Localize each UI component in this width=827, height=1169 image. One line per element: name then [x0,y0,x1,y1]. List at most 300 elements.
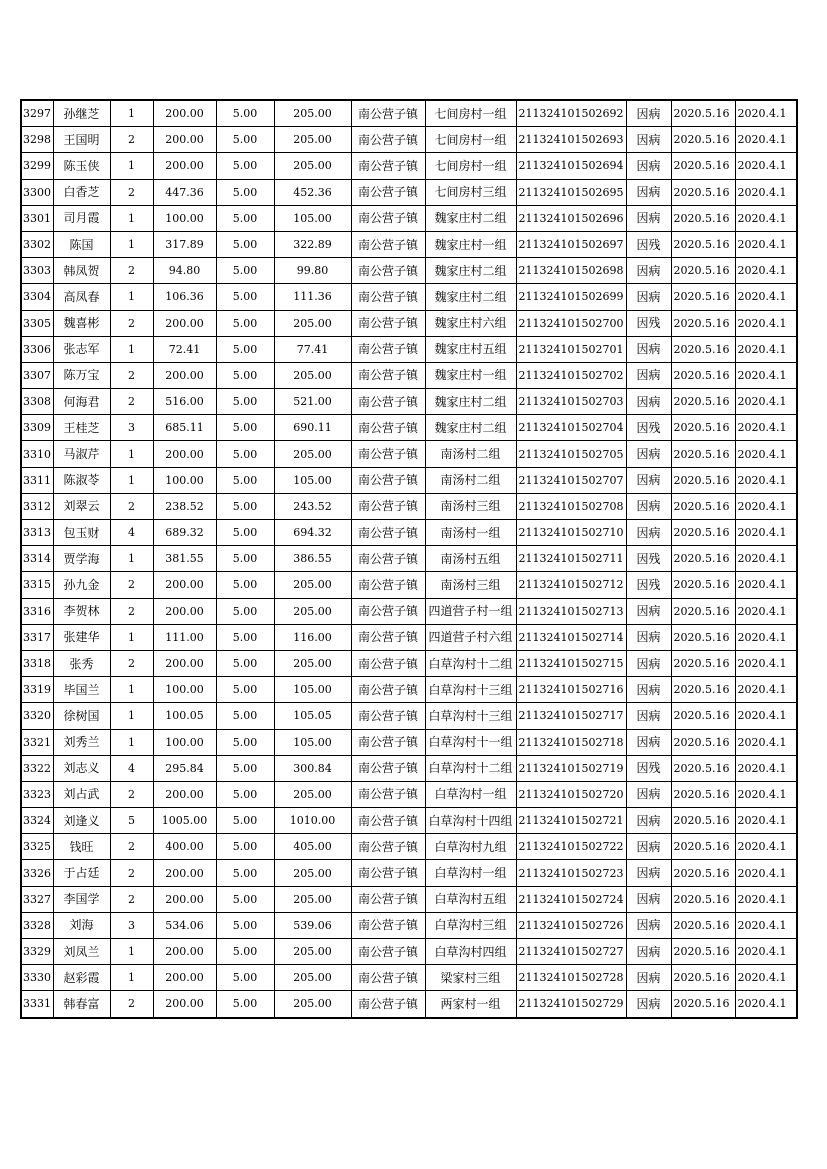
name-cell: 钱旺 [53,834,110,860]
amount-cell: 689.32 [153,520,216,546]
name-cell: 刘翠云 [53,493,110,519]
amount-cell: 317.89 [153,231,216,257]
town-cell: 南公营子镇 [351,153,425,179]
start-date-cell: 2020.4.1 [735,991,797,1018]
household-size-cell: 1 [110,205,153,231]
start-date-cell: 2020.4.1 [735,755,797,781]
amount-cell: 200.00 [153,441,216,467]
approval-date-cell: 2020.5.16 [671,834,735,860]
name-cell: 刘凤兰 [53,939,110,965]
row-index: 3318 [21,650,53,676]
town-cell: 南公营子镇 [351,546,425,572]
approval-date-cell: 2020.5.16 [671,703,735,729]
supplement-cell: 5.00 [216,520,274,546]
start-date-cell: 2020.4.1 [735,179,797,205]
amount-cell: 447.36 [153,179,216,205]
supplement-cell: 5.00 [216,467,274,493]
start-date-cell: 2020.4.1 [735,939,797,965]
row-index: 3320 [21,703,53,729]
town-cell: 南公营子镇 [351,310,425,336]
start-date-cell: 2020.4.1 [735,808,797,834]
row-index: 3328 [21,912,53,938]
row-index: 3307 [21,362,53,388]
reason-cell: 因残 [626,310,671,336]
id-number-cell: 211324101502729 [516,991,626,1018]
amount-cell: 200.00 [153,127,216,153]
total-cell: 205.00 [274,362,351,388]
supplement-cell: 5.00 [216,546,274,572]
total-cell: 521.00 [274,389,351,415]
approval-date-cell: 2020.5.16 [671,546,735,572]
supplement-cell: 5.00 [216,100,274,127]
approval-date-cell: 2020.5.16 [671,991,735,1018]
table-row [21,755,797,781]
start-date-cell: 2020.4.1 [735,493,797,519]
start-date-cell: 2020.4.1 [735,127,797,153]
village-cell: 南汤村一组 [425,520,516,546]
supplement-cell: 5.00 [216,389,274,415]
village-cell: 白草沟村十三组 [425,677,516,703]
supplement-cell: 5.00 [216,886,274,912]
id-number-cell: 211324101502714 [516,624,626,650]
reason-cell: 因病 [626,441,671,467]
town-cell: 南公营子镇 [351,886,425,912]
reason-cell: 因病 [626,808,671,834]
town-cell: 南公营子镇 [351,860,425,886]
reason-cell: 因病 [626,336,671,362]
supplement-cell: 5.00 [216,127,274,153]
total-cell: 205.00 [274,781,351,807]
total-cell: 205.00 [274,572,351,598]
name-cell: 魏喜彬 [53,310,110,336]
start-date-cell: 2020.4.1 [735,310,797,336]
row-index: 3300 [21,179,53,205]
approval-date-cell: 2020.5.16 [671,336,735,362]
household-size-cell: 2 [110,598,153,624]
table-row [21,389,797,415]
reason-cell: 因病 [626,860,671,886]
supplement-cell: 5.00 [216,650,274,676]
table-row [21,834,797,860]
village-cell: 南汤村二组 [425,441,516,467]
total-cell: 386.55 [274,546,351,572]
town-cell: 南公营子镇 [351,650,425,676]
table-row [21,886,797,912]
row-index: 3299 [21,153,53,179]
approval-date-cell: 2020.5.16 [671,493,735,519]
supplement-cell: 5.00 [216,703,274,729]
town-cell: 南公营子镇 [351,624,425,650]
approval-date-cell: 2020.5.16 [671,572,735,598]
row-index: 3312 [21,493,53,519]
reason-cell: 因病 [626,912,671,938]
name-cell: 韩春富 [53,991,110,1018]
approval-date-cell: 2020.5.16 [671,860,735,886]
amount-cell: 200.00 [153,886,216,912]
row-index: 3330 [21,965,53,991]
start-date-cell: 2020.4.1 [735,729,797,755]
table-row [21,546,797,572]
reason-cell: 因病 [626,389,671,415]
household-size-cell: 2 [110,310,153,336]
approval-date-cell: 2020.5.16 [671,441,735,467]
household-size-cell: 2 [110,781,153,807]
table-row [21,912,797,938]
town-cell: 南公营子镇 [351,808,425,834]
supplement-cell: 5.00 [216,153,274,179]
row-index: 3301 [21,205,53,231]
row-index: 3327 [21,886,53,912]
name-cell: 司月霞 [53,205,110,231]
table-row [21,284,797,310]
row-index: 3302 [21,231,53,257]
total-cell: 300.84 [274,755,351,781]
table-row [21,965,797,991]
amount-cell: 1005.00 [153,808,216,834]
household-size-cell: 4 [110,755,153,781]
total-cell: 205.00 [274,100,351,127]
amount-cell: 200.00 [153,991,216,1018]
household-size-cell: 2 [110,362,153,388]
village-cell: 七间房村一组 [425,100,516,127]
row-index: 3297 [21,100,53,127]
household-size-cell: 1 [110,729,153,755]
id-number-cell: 211324101502697 [516,231,626,257]
row-index: 3329 [21,939,53,965]
total-cell: 205.00 [274,860,351,886]
amount-cell: 100.00 [153,729,216,755]
name-cell: 刘秀兰 [53,729,110,755]
total-cell: 105.00 [274,467,351,493]
town-cell: 南公营子镇 [351,179,425,205]
row-index: 3317 [21,624,53,650]
town-cell: 南公营子镇 [351,467,425,493]
approval-date-cell: 2020.5.16 [671,389,735,415]
table-row [21,179,797,205]
name-cell: 张建华 [53,624,110,650]
total-cell: 105.00 [274,677,351,703]
table-row [21,703,797,729]
total-cell: 205.00 [274,886,351,912]
reason-cell: 因病 [626,362,671,388]
name-cell: 包玉财 [53,520,110,546]
household-size-cell: 1 [110,284,153,310]
household-size-cell: 1 [110,336,153,362]
id-number-cell: 211324101502701 [516,336,626,362]
total-cell: 205.00 [274,153,351,179]
table-row [21,127,797,153]
row-index: 3309 [21,415,53,441]
approval-date-cell: 2020.5.16 [671,650,735,676]
row-index: 3310 [21,441,53,467]
total-cell: 116.00 [274,624,351,650]
household-size-cell: 2 [110,860,153,886]
approval-date-cell: 2020.5.16 [671,231,735,257]
amount-cell: 534.06 [153,912,216,938]
village-cell: 南汤村五组 [425,546,516,572]
total-cell: 205.00 [274,991,351,1018]
supplement-cell: 5.00 [216,860,274,886]
approval-date-cell: 2020.5.16 [671,729,735,755]
town-cell: 南公营子镇 [351,703,425,729]
household-size-cell: 4 [110,520,153,546]
row-index: 3325 [21,834,53,860]
id-number-cell: 211324101502728 [516,965,626,991]
table-row [21,205,797,231]
approval-date-cell: 2020.5.16 [671,258,735,284]
total-cell: 205.00 [274,650,351,676]
village-cell: 魏家庄村二组 [425,415,516,441]
village-cell: 南汤村三组 [425,493,516,519]
village-cell: 魏家庄村二组 [425,284,516,310]
village-cell: 七间房村三组 [425,179,516,205]
town-cell: 南公营子镇 [351,520,425,546]
reason-cell: 因残 [626,755,671,781]
approval-date-cell: 2020.5.16 [671,284,735,310]
id-number-cell: 211324101502716 [516,677,626,703]
table-row [21,441,797,467]
household-size-cell: 2 [110,834,153,860]
total-cell: 205.00 [274,310,351,336]
amount-cell: 72.41 [153,336,216,362]
reason-cell: 因病 [626,650,671,676]
approval-date-cell: 2020.5.16 [671,677,735,703]
household-size-cell: 1 [110,231,153,257]
amount-cell: 238.52 [153,493,216,519]
household-size-cell: 2 [110,572,153,598]
id-number-cell: 211324101502703 [516,389,626,415]
name-cell: 张秀 [53,650,110,676]
table-row [21,415,797,441]
amount-cell: 200.00 [153,939,216,965]
name-cell: 王桂芝 [53,415,110,441]
village-cell: 魏家庄村五组 [425,336,516,362]
start-date-cell: 2020.4.1 [735,650,797,676]
table-row [21,231,797,257]
town-cell: 南公营子镇 [351,965,425,991]
town-cell: 南公营子镇 [351,991,425,1018]
reason-cell: 因病 [626,729,671,755]
town-cell: 南公营子镇 [351,258,425,284]
household-size-cell: 2 [110,389,153,415]
amount-cell: 200.00 [153,650,216,676]
reason-cell: 因病 [626,493,671,519]
id-number-cell: 211324101502712 [516,572,626,598]
supplement-cell: 5.00 [216,441,274,467]
row-index: 3314 [21,546,53,572]
household-size-cell: 1 [110,703,153,729]
reason-cell: 因病 [626,965,671,991]
start-date-cell: 2020.4.1 [735,205,797,231]
table-row [21,100,797,127]
household-size-cell: 1 [110,546,153,572]
town-cell: 南公营子镇 [351,127,425,153]
name-cell: 刘海 [53,912,110,938]
total-cell: 105.00 [274,205,351,231]
amount-cell: 200.00 [153,781,216,807]
supplement-cell: 5.00 [216,336,274,362]
approval-date-cell: 2020.5.16 [671,100,735,127]
amount-cell: 200.00 [153,965,216,991]
village-cell: 魏家庄村一组 [425,231,516,257]
table-row [21,362,797,388]
village-cell: 南汤村二组 [425,467,516,493]
amount-cell: 200.00 [153,572,216,598]
row-index: 3315 [21,572,53,598]
table-row [21,624,797,650]
supplement-cell: 5.00 [216,572,274,598]
reason-cell: 因病 [626,939,671,965]
approval-date-cell: 2020.5.16 [671,310,735,336]
approval-date-cell: 2020.5.16 [671,153,735,179]
amount-cell: 295.84 [153,755,216,781]
amount-cell: 200.00 [153,100,216,127]
name-cell: 马淑芹 [53,441,110,467]
reason-cell: 因病 [626,703,671,729]
total-cell: 105.05 [274,703,351,729]
village-cell: 白草沟村三组 [425,912,516,938]
amount-cell: 94.80 [153,258,216,284]
start-date-cell: 2020.4.1 [735,441,797,467]
start-date-cell: 2020.4.1 [735,886,797,912]
total-cell: 205.00 [274,939,351,965]
reason-cell: 因病 [626,677,671,703]
table-row [21,520,797,546]
id-number-cell: 211324101502717 [516,703,626,729]
start-date-cell: 2020.4.1 [735,284,797,310]
reason-cell: 因病 [626,467,671,493]
amount-cell: 200.00 [153,598,216,624]
village-cell: 白草沟村九组 [425,834,516,860]
reason-cell: 因病 [626,179,671,205]
village-cell: 四道营子村一组 [425,598,516,624]
row-index: 3303 [21,258,53,284]
town-cell: 南公营子镇 [351,912,425,938]
household-size-cell: 2 [110,258,153,284]
supplement-cell: 5.00 [216,205,274,231]
amount-cell: 685.11 [153,415,216,441]
name-cell: 何海君 [53,389,110,415]
total-cell: 205.00 [274,598,351,624]
total-cell: 243.52 [274,493,351,519]
village-cell: 两家村一组 [425,991,516,1018]
town-cell: 南公营子镇 [351,572,425,598]
name-cell: 陈玉侠 [53,153,110,179]
household-size-cell: 2 [110,127,153,153]
amount-cell: 100.00 [153,205,216,231]
reason-cell: 因病 [626,781,671,807]
town-cell: 南公营子镇 [351,231,425,257]
table-row [21,310,797,336]
village-cell: 四道营子村六组 [425,624,516,650]
table-row [21,939,797,965]
total-cell: 105.00 [274,729,351,755]
town-cell: 南公营子镇 [351,834,425,860]
name-cell: 刘占武 [53,781,110,807]
approval-date-cell: 2020.5.16 [671,755,735,781]
total-cell: 111.36 [274,284,351,310]
supplement-cell: 5.00 [216,231,274,257]
table-row [21,808,797,834]
start-date-cell: 2020.4.1 [735,258,797,284]
row-index: 3331 [21,991,53,1018]
approval-date-cell: 2020.5.16 [671,362,735,388]
start-date-cell: 2020.4.1 [735,467,797,493]
household-size-cell: 1 [110,441,153,467]
village-cell: 白草沟村十二组 [425,755,516,781]
name-cell: 刘志义 [53,755,110,781]
row-index: 3304 [21,284,53,310]
name-cell: 白香芝 [53,179,110,205]
village-cell: 魏家庄村一组 [425,362,516,388]
amount-cell: 200.00 [153,153,216,179]
reason-cell: 因病 [626,886,671,912]
village-cell: 魏家庄村二组 [425,389,516,415]
table-row [21,258,797,284]
household-size-cell: 2 [110,650,153,676]
total-cell: 452.36 [274,179,351,205]
approval-date-cell: 2020.5.16 [671,467,735,493]
supplement-cell: 5.00 [216,677,274,703]
approval-date-cell: 2020.5.16 [671,179,735,205]
start-date-cell: 2020.4.1 [735,100,797,127]
supplement-cell: 5.00 [216,965,274,991]
approval-date-cell: 2020.5.16 [671,886,735,912]
row-index: 3324 [21,808,53,834]
amount-cell: 100.00 [153,677,216,703]
id-number-cell: 211324101502713 [516,598,626,624]
row-index: 3319 [21,677,53,703]
reason-cell: 因病 [626,991,671,1018]
reason-cell: 因病 [626,100,671,127]
supplement-cell: 5.00 [216,310,274,336]
id-number-cell: 211324101502720 [516,781,626,807]
household-size-cell: 5 [110,808,153,834]
supplement-cell: 5.00 [216,493,274,519]
town-cell: 南公营子镇 [351,755,425,781]
village-cell: 白草沟村一组 [425,781,516,807]
approval-date-cell: 2020.5.16 [671,598,735,624]
approval-date-cell: 2020.5.16 [671,939,735,965]
village-cell: 梁家村三组 [425,965,516,991]
id-number-cell: 211324101502698 [516,258,626,284]
name-cell: 李贺林 [53,598,110,624]
amount-cell: 100.00 [153,467,216,493]
town-cell: 南公营子镇 [351,729,425,755]
village-cell: 白草沟村一组 [425,860,516,886]
amount-cell: 200.00 [153,362,216,388]
total-cell: 539.06 [274,912,351,938]
table-row [21,598,797,624]
reason-cell: 因病 [626,258,671,284]
amount-cell: 381.55 [153,546,216,572]
household-size-cell: 2 [110,179,153,205]
start-date-cell: 2020.4.1 [735,336,797,362]
amount-cell: 106.36 [153,284,216,310]
name-cell: 孙继芝 [53,100,110,127]
name-cell: 贾学海 [53,546,110,572]
village-cell: 七间房村一组 [425,127,516,153]
village-cell: 南汤村三组 [425,572,516,598]
town-cell: 南公营子镇 [351,100,425,127]
household-size-cell: 1 [110,100,153,127]
start-date-cell: 2020.4.1 [735,598,797,624]
village-cell: 白草沟村十一组 [425,729,516,755]
town-cell: 南公营子镇 [351,205,425,231]
total-cell: 205.00 [274,127,351,153]
total-cell: 205.00 [274,965,351,991]
reason-cell: 因病 [626,520,671,546]
